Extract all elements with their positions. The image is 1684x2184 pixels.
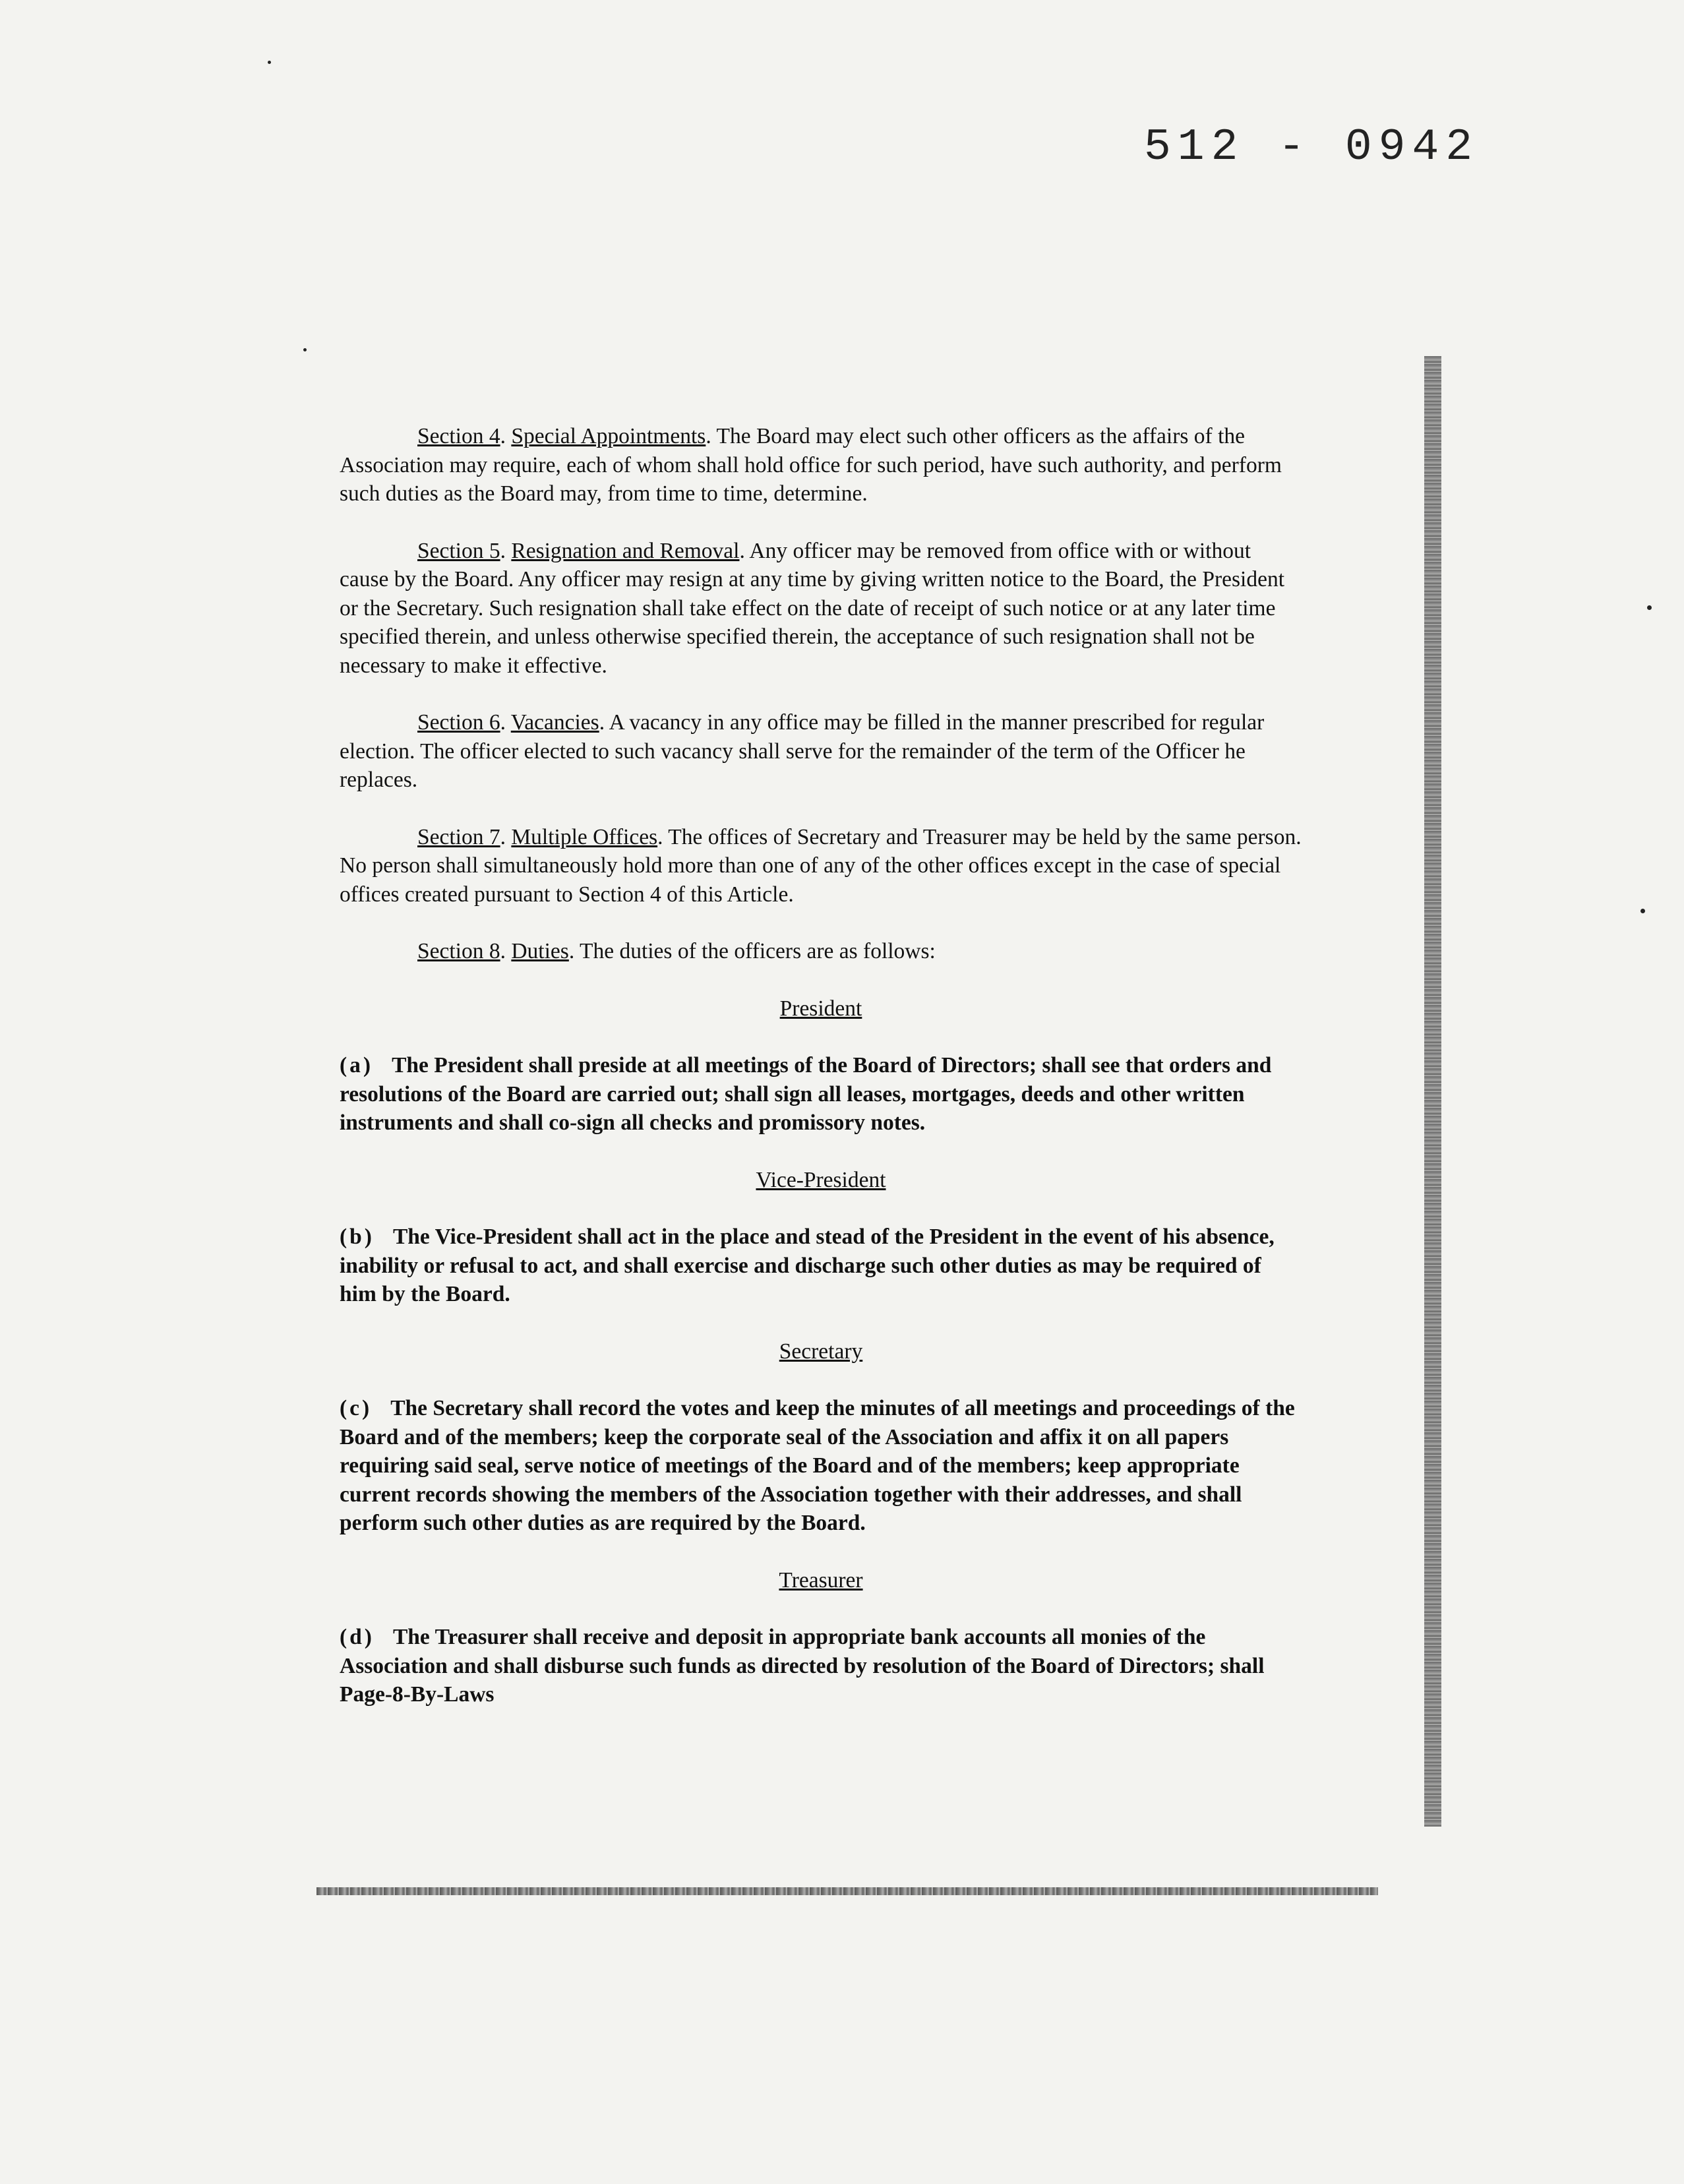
vice-president-duties [340,1223,1302,1309]
section-6-text: A vacancy in any office may be filled in the manner prescribed for regular election. The officer elected to such vacancy shall serve for the remainder of the term of the Officer he replaces. [340,710,1265,792]
vice-president-label: (b) [340,1225,375,1249]
section-4-text: The Board may elect such other officers as the affairs of the Association may require, each of whom shall hold office for such period, have such authority, and perform such duties as the Board may, from time to time, determine. [340,424,1282,506]
section-4: Section 4. Special Appointments. The Board may elect such other officers as the affairs of the Association may require, each of whom shall hold office for such period, have such authority, and perform such duties as the Board may, from time to time, determine. [340,424,1282,506]
secretary-duties [340,1394,1302,1538]
page-footer-label: Page-8-By-Laws [340,1682,495,1707]
secretary-heading: Secretary [779,1339,863,1364]
section-7-heading: Section 7 [417,824,500,849]
section-5-heading: Section 5 [417,538,500,563]
secretary-label: (c) [340,1396,373,1420]
scan-speck [268,61,271,64]
treasurer-text: The Treasurer shall receive and deposit in appropriate bank accounts all monies of the Association and shall disburse such funds as directed by resolution of the Board of Directors; shall [340,1625,1265,1678]
scan-edge-bottom [316,1887,1378,1895]
section-6-heading: Section 6 [417,710,500,735]
president-heading: President [779,996,862,1021]
section-8-title: Duties [511,939,569,963]
section-8-heading: Section 8 [417,939,500,963]
section-6-title: Vacancies [510,710,599,735]
president-label: (a) [340,1053,374,1077]
section-7-title: Multiple Offices [511,824,658,849]
section-7: Section 7. Multiple Offices. The offices of Secretary and Treasurer may be held by the same person. No person shall simultaneously hold more than one of any of the other offices except in the case of special offices created pursuant to Section 4 of this Article. [340,824,1302,907]
document-body [340,422,1302,1709]
section-8-text: The duties of the officers are as follows: [579,939,936,963]
treasurer-label: (d) [340,1625,375,1649]
scan-speck [1640,909,1645,913]
vice-president-text: The Vice-President shall act in the place and stead of the President in the event of his absence, inability or refusal to act, and shall exercise and discharge such other duties as may be required of him by the Board. [340,1225,1275,1306]
scan-speck [1647,605,1652,610]
vice-president-heading: Vice-President [756,1167,886,1192]
section-5-text: Any officer may be removed from office with or without cause by the Board. Any officer may resign at any time by giving written notice to the Board, the President or the Secretary. Such resignation shall take effect on the date of receipt of such notice or at any later time specified therein, and unless otherwise specified therein, the acceptance of such resignation shall not be necessary to make it effective. [340,538,1285,678]
secretary-text: The Secretary shall record the votes and keep the minutes of all meetings and proceedings of the Board and of the members; keep the corporate seal of the Association and affix it on all papers requiring said seal, serve notice of meetings of the Board and of the members; keep appropriate current records showing the members of the Association together with their addresses, and shall perform such other duties as are required by the Board. [340,1396,1295,1535]
president-duties [340,1051,1302,1138]
section-7-text: The offices of Secretary and Treasurer may be held by the same person. No person shall simultaneously hold more than one of any of the other offices except in the case of special offices created pursuant to Section 4 of this Article. [340,824,1302,907]
page-number: 512 - 0942 [1144,122,1480,173]
section-6: Section 6. Vacancies. A vacancy in any office may be filled in the manner prescribed for regular election. The officer elected to such vacancy shall serve for the remainder of the term of the Officer he replaces. [340,710,1265,792]
section-5-title: Resignation and Removal [511,538,740,563]
scan-edge-right [1424,356,1441,1827]
section-4-heading: Section 4 [417,424,500,448]
section-5: Section 5. Resignation and Removal. Any officer may be removed from office with or without cause by the Board. Any officer may resign at any time by giving written notice to the Board, the President or the Secretary. Such resignation shall take effect on the date of receipt of such notice or at any later time specified therein, and unless otherwise specified therein, the acceptance of such resignation shall not be necessary to make it effective. [340,538,1285,678]
section-4-title: Special Appointments [511,424,706,448]
section-8: Section 8. Duties. The duties of the officers are as follows: [417,939,936,963]
treasurer-heading: Treasurer [779,1567,863,1592]
scan-speck [303,348,307,351]
president-text: The President shall preside at all meetings of the Board of Directors; shall see that orders and resolutions of the Board are carried out; shall sign all leases, mortgages, deeds and other written instruments and shall co-sign all checks and promissory notes. [340,1053,1272,1135]
treasurer-duties [340,1623,1302,1680]
